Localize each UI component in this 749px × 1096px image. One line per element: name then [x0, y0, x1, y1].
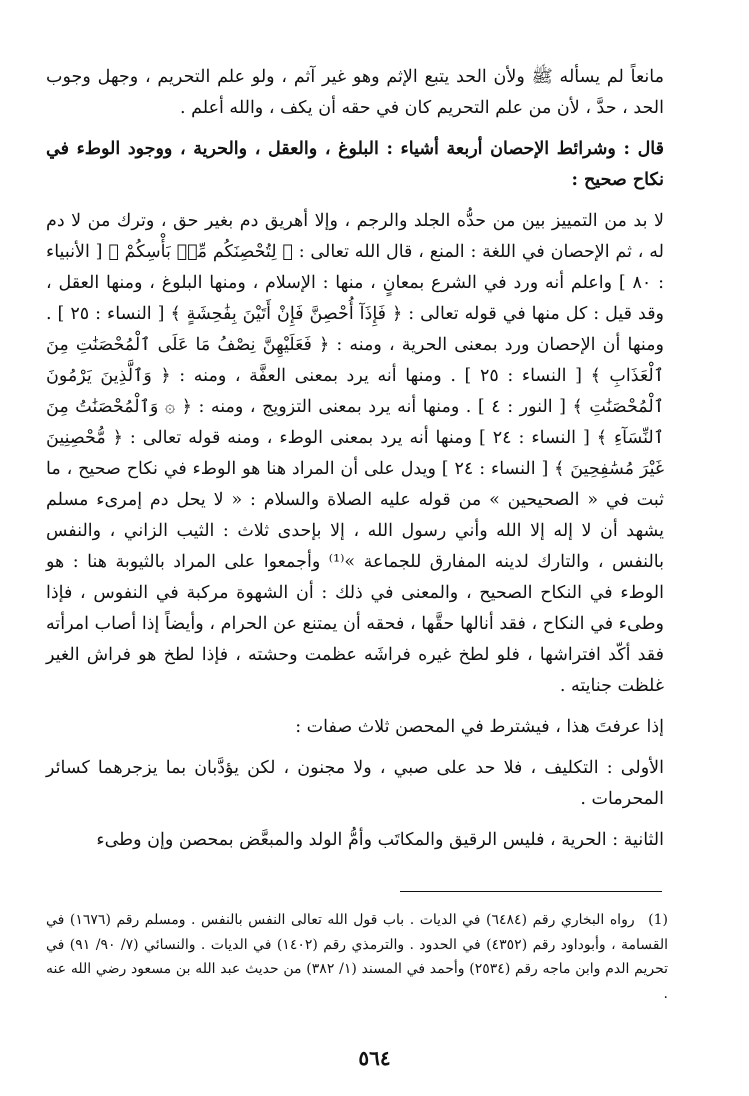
page-number: ٥٦٤ [358, 1046, 391, 1070]
paragraph-explanation: لا بد من التمييز بين من حدُّه الجلد والرجم ، وإلا أهريق دم بغير حق ، وترك من لا دم له ، ثم الإحصان في اللغة : المنع ، قال الله تعالى : ﴿ لِتُحْصِنَكُم مِّنۢ بَأْسِكُمْ ﴾ [ الأنبياء : ٨٠ ] واعلم أنه ورد في الشرع بمعانٍ ، منها : الإسلام ، ومنها البلوغ ، ومنها العقل ، وقد قيل : كل منها في قوله تعالى : ﴿ فَإِذَآ أُحْصِنَّ فَإِنْ أَتَيْنَ بِفَٰحِشَةٍ ﴾ [ النساء : ٢٥ ] . ومنها أن الإحصان ورد بمعنى الحرية ، ومنه : ﴿ فَعَلَيْهِنَّ نِصْفُ مَا عَلَى ٱلْمُحْصَنَٰتِ مِنَ ٱلْعَذَابِ ﴾ [ النساء : ٢٥ ] . ومنها أنه يرد بمعنى العفَّة ، ومنه : ﴿ وَٱلَّذِينَ يَرْمُونَ ٱلْمُحْصَنَٰتِ ﴾ [ النور : ٤ ] . ومنها أنه يرد بمعنى التزويج ، ومنه : ﴿ ۞ وَٱلْمُحْصَنَٰتُ مِنَ ٱلنِّسَآءِ ﴾ [ النساء : ٢٤ ] ومنها أنه يرد بمعنى الوطء ، ومنه قوله تعالى : ﴿ مُّحْصِنِينَ غَيْرَ مُسَٰفِحِينَ ﴾ [ النساء : ٢٤ ] ويدل على أن المراد هنا هو الوطء في نكاح صحيح ، ما ثبت في « الصحيحين » من قوله عليه الصلاة والسلام : « لا يحل دم إمرىء مسلم يشهد أن لا إله إلا الله وأني رسول الله ، إلا بإحدى ثلاث : الثيب الزاني ، والنفس بالنفس ، والتارك لدينه المفارق للجماعة »⁽¹⁾ وأجمعوا على المراد بالثيوبة هنا : هو الوطء في النكاح الصحيح ، والمعنى في ذلك : أن الشهوة مركبة في النفوس ، فإذا وطىء في النكاح ، فقد أنالها حقَّها ، فحقه أن يمتنع عن الحرام ، وأيضاً إذا أصاب امرأته فقد أكّد افتراشها ، فلو لطخ غيره فراشَه عظمت وحشته ، فإذا لطخ هو فراش الغير غلظت جنايته . [46, 211, 665, 696]
footnote-divider [400, 891, 662, 892]
footnote-text: رواه البخاري رقم (٦٤٨٤) في الديات . باب قول الله تعالى النفس بالنفس . ومسلم رقم (١٦٧٦) في القسامة ، وأبوداود رقم (٤٣٥٢) في الحدود . والترمذي رقم (١٤٠٢) في الديات . والنسائي (٧/ ٩٠/ ٩١) في تحريم الدم وابن ماجه رقم (٢٥٣٤) وأحمد في المسند (١/ ٣٨٢) من حديث عبد الله بن مسعود رضي الله عنه . [46, 912, 669, 1002]
paragraph-heading-conditions: قال : وشرائط الإحصان أربعة أشياء : البلوغ ، والعقل ، والحرية ، ووجود الوطء في نكاح صحيح : [46, 139, 664, 190]
main-text [46, 62, 664, 866]
paragraph-second-attribute: الثانية : الحرية ، فليس الرقيق والمكاتَب وأمُّ الولد والمبعَّض بمحصن وإن وطىء [96, 830, 664, 850]
footnotes [46, 908, 668, 1006]
paragraph-attributes-intro: إذا عرفتَ هذا ، فيشترط في المحصن ثلاث صفات : [295, 717, 664, 737]
paragraph-first-attribute: الأولى : التكليف ، فلا حد على صبي ، ولا مجنون ، لكن يؤدَّبان بما يزجرهما كسائر المحرمات . [46, 758, 664, 809]
paragraph-intro: مانعاً لم يسأله ﷺ ولأن الحد يتبع الإثم وهو غير آثم ، ولو علم التحريم ، وجهل وجوب الحد ، حدَّ ، لأن من علم التحريم كان في حقه أن يكف ، والله أعلم . [46, 67, 664, 118]
footnote-number: (1) [648, 912, 668, 928]
